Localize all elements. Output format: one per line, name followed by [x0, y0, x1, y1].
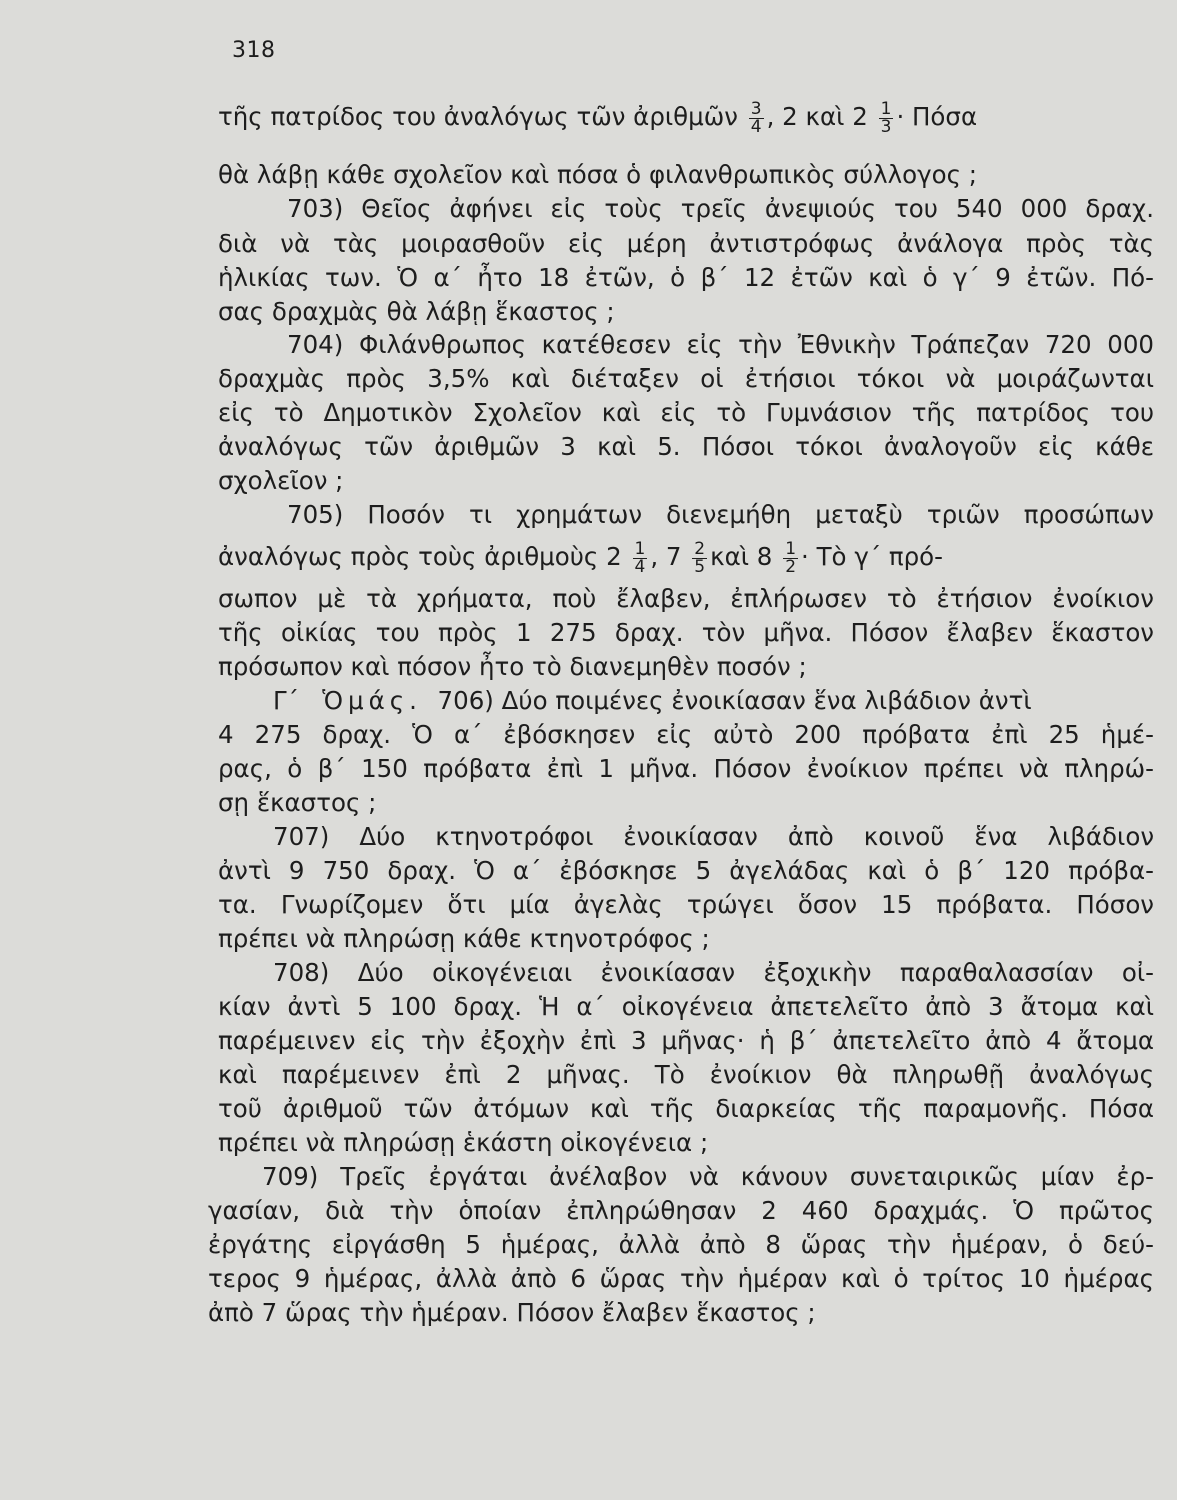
- fraction: [783, 538, 798, 577]
- page-number: 318: [232, 38, 276, 63]
- text-line-6: σας δραχμὰς θὰ λάβῃ ἕκαστος ;: [218, 297, 615, 326]
- problem-703-start: 703) Θεῖος ἀφήνει εἰς τοὺς τρεῖς ἀνεψιούς του 540 000 δραχ.: [287, 194, 1154, 223]
- problem-708-start: 708) Δύο οἰκογένειαι ἐνοικίασαν ἐξοχικὴν παραθαλασσίαν οἰ-: [273, 958, 1154, 987]
- text-line-8: δραχμὰς πρὸς 3,5% καὶ διέταξεν οἱ ἐτήσιοι τόκοι νὰ μοιράζωνται: [218, 364, 1154, 393]
- fraction-numerator: 1: [634, 538, 646, 559]
- text-line-24: πρέπει νὰ πληρώσῃ κάθε κτηνοτρόφος ;: [218, 924, 710, 953]
- text-line-35: ἀπὸ 7 ὥρας τὴν ἡμέραν. Πόσον ἔλαβεν ἕκαστος ;: [208, 1298, 816, 1327]
- fraction-numerator: 1: [880, 98, 892, 119]
- text-segment: · Πόσα: [896, 102, 978, 131]
- fraction-numerator: 3: [750, 98, 762, 119]
- text-line-15: τῆς οἰκίας του πρὸς 1 275 δραχ. τὸν μῆνα. Πόσον ἔλαβεν ἕκαστον: [218, 618, 1154, 647]
- text-line-34: τερος 9 ἡμέρας, ἀλλὰ ἀπὸ 6 ὥρας τὴν ἡμέραν καὶ ὁ τρίτος 10 ἡμέρας: [208, 1264, 1154, 1293]
- text-segment: τῆς πατρίδος του ἀναλόγως τῶν ἀριθμῶν: [218, 102, 738, 131]
- text-line-22: ἀντὶ 9 750 δραχ. Ὁ α΄ ἐβόσκησε 5 ἀγελάδας καὶ ὁ β΄ 120 πρόβα-: [218, 856, 1154, 885]
- text-line-23: τα. Γνωρίζομεν ὅτι μία ἀγελὰς τρώγει ὅσον 15 πρόβατα. Πόσον: [218, 890, 1154, 919]
- text-line-18: 4 275 δραχ. Ὁ α΄ ἐβόσκησεν εἰς αὐτὸ 200 πρόβατα ἐπὶ 25 ἡμέ-: [218, 720, 1154, 749]
- text-line-30: πρέπει νὰ πληρώσῃ ἑκάστη οἰκογένεια ;: [218, 1128, 709, 1157]
- problem-705-start: 705) Ποσόν τι χρημάτων διενεμήθη μεταξὺ τριῶν προσώπων: [287, 500, 1154, 529]
- fraction-denominator: 5: [694, 556, 706, 577]
- text-line-28: καὶ παρέμεινεν ἐπὶ 2 μῆνας. Τὸ ἐνοίκιον θὰ πληρωθῇ ἀναλόγως: [218, 1060, 1154, 1089]
- text-segment: καὶ 8: [710, 542, 773, 571]
- fraction-denominator: 4: [634, 556, 646, 577]
- fraction: [633, 538, 648, 577]
- text-line-26: κίαν ἀντὶ 5 100 δραχ. Ἡ α΄ οἰκογένεια ἀπετελεῖτο ἀπὸ 3 ἄτομα καὶ: [218, 992, 1154, 1021]
- fraction-denominator: 4: [750, 116, 762, 137]
- text-segment: , 2 καὶ 2: [766, 102, 868, 131]
- text-line-33: ἐργάτης εἰργάσθη 5 ἡμέρας, ἀλλὰ ἀπὸ 8 ὥρας τὴν ἡμέραν, ὁ δεύ-: [208, 1230, 1154, 1259]
- text-line-16: πρόσωπον καὶ πόσον ἦτο τὸ διανεμηθὲν ποσόν ;: [218, 652, 807, 681]
- fraction: [879, 98, 894, 137]
- text-line-13: [218, 540, 1154, 576]
- text-line-4: διὰ νὰ τὰς μοιρασθοῦν εἰς μέρη ἀντιστρόφως ἀνάλογα πρὸς τὰς: [218, 229, 1154, 258]
- fraction-denominator: 2: [785, 556, 797, 577]
- text-line-11: σχολεῖον ;: [218, 466, 344, 495]
- text-line-1: [218, 100, 1154, 136]
- problem-704-start: 704) Φιλάνθρωπος κατέθεσεν εἰς τὴν Ἐθνικὴν Τράπεζαν 720 000: [287, 330, 1154, 359]
- fraction-denominator: 3: [880, 116, 892, 137]
- text-line-32: γασίαν, διὰ τὴν ὁποίαν ἐπληρώθησαν 2 460 δραχμάς. Ὁ πρῶτος: [208, 1196, 1154, 1225]
- text-line-19: ρας, ὁ β΄ 150 πρόβατα ἐπὶ 1 μῆνα. Πόσον ἐνοίκιον πρέπει νὰ πληρώ-: [218, 754, 1154, 783]
- text-line-5: ἡλικίας των. Ὁ α΄ ἦτο 18 ἐτῶν, ὁ β΄ 12 ἐτῶν καὶ ὁ γ΄ 9 ἐτῶν. Πό-: [218, 263, 1154, 292]
- fraction-numerator: 1: [785, 538, 797, 559]
- section-label: Γ΄: [273, 686, 299, 715]
- section-title: Ὁμάς.: [322, 686, 422, 715]
- text-line-10: ἀναλόγως τῶν ἀριθμῶν 3 καὶ 5. Πόσοι τόκοι ἀναλογοῦν εἰς κάθε: [218, 432, 1154, 461]
- text-segment: ἀναλόγως πρὸς τοὺς ἀριθμοὺς 2: [218, 542, 622, 571]
- problem-707-start: 707) Δύο κτηνοτρόφοι ἐνοικίασαν ἀπὸ κοινοῦ ἕνα λιβάδιον: [273, 822, 1154, 851]
- fraction-numerator: 2: [694, 538, 706, 559]
- text-line-29: τοῦ ἀριθμοῦ τῶν ἀτόμων καὶ τῆς διαρκείας τῆς παραμονῆς. Πόσα: [218, 1094, 1154, 1123]
- text-line-2: θὰ λάβῃ κάθε σχολεῖον καὶ πόσα ὁ φιλανθρωπικὸς σύλλογος ;: [218, 160, 978, 189]
- section-heading-line: [273, 684, 1154, 718]
- problem-706-start: 706) Δύο ποιμένες ἐνοικίασαν ἕνα λιβάδιον ἀντὶ: [437, 686, 1032, 715]
- text-segment: , 7: [650, 542, 682, 571]
- fraction: [749, 98, 764, 137]
- text-segment: · Τὸ γ΄ πρό-: [801, 542, 944, 571]
- fraction: [692, 538, 707, 577]
- problem-709-start: 709) Τρεῖς ἐργάται ἀνέλαβον νὰ κάνουν συνεταιρικῶς μίαν ἐρ-: [262, 1162, 1154, 1191]
- text-line-27: παρέμεινεν εἰς τὴν ἐξοχὴν ἐπὶ 3 μῆνας· ἡ β΄ ἀπετελεῖτο ἀπὸ 4 ἄτομα: [218, 1026, 1154, 1055]
- text-line-9: εἰς τὸ Δημοτικὸν Σχολεῖον καὶ εἰς τὸ Γυμνάσιον τῆς πατρίδος του: [218, 398, 1154, 427]
- text-line-20: σῃ ἕκαστος ;: [218, 788, 377, 817]
- text-line-14: σωπον μὲ τὰ χρήματα, ποὺ ἔλαβεν, ἐπλήρωσεν τὸ ἐτήσιον ἐνοίκιον: [218, 584, 1154, 613]
